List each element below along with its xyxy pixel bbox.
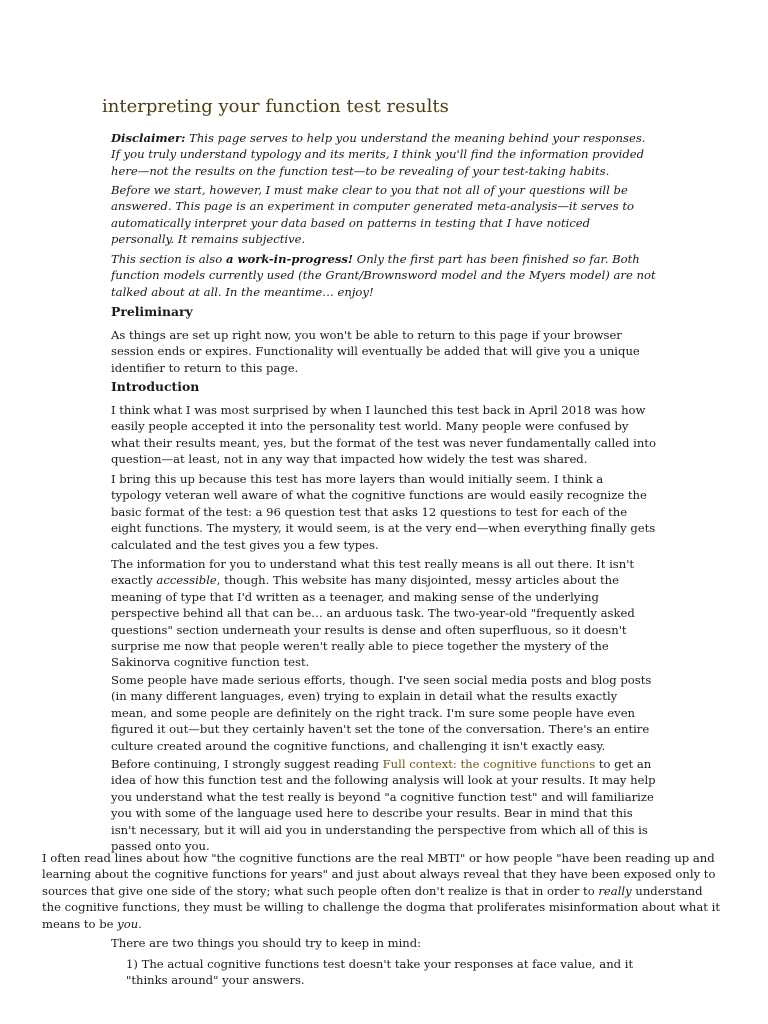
wip-pre: This section is also (111, 252, 226, 266)
before-start-paragraph: Before we start, however, I must make clear to you that not all of your questions will be answered. This page is an experiment in computer generated meta-analysis—it serves to automatically interpret your data based on patterns in testing that I have noticed personally. It remains subjective. (111, 183, 634, 247)
disclaimer-paragraph (111, 130, 656, 179)
intro-p5-post: to get an idea of how this function test and the following analysis will look at your results. It may help you understand what the test really is beyond "a cognitive function test" and will familiarize you with some of the language used here to describe your results. Bear in mind that this isn't necessary, but it will aid you in understanding the perspective from which all of this is passed onto you. (111, 757, 656, 854)
intro-paragraph-3 (111, 556, 656, 671)
point-1: 1) The actual cognitive functions test doesn't take your responses at face value, and it "thinks around" your answers. (126, 957, 634, 988)
wide-em-you: you (117, 916, 139, 931)
two-things-paragraph: There are two things you should try to keep in mind: (111, 936, 422, 950)
disclaimer-label: Disclaimer: (111, 131, 186, 145)
wip-paragraph (111, 251, 656, 300)
preliminary-heading: Preliminary (111, 304, 193, 319)
intro-p3-pre: The information for you to understand what this test really means is all out there. It isn't exactly (111, 557, 635, 588)
page-title: interpreting your function test results (102, 96, 449, 117)
wide-post: . (138, 916, 142, 931)
intro-paragraph-1: I think what I was most surprised by when I launched this test back in April 2018 was how easily people accepted it into the personality test world. Many people were confused by what their results meant, yes, but the format of the test was never fundamentally called into question—at least, not in any way that impacted how widely the test was shared. (111, 403, 656, 467)
intro-paragraph-2: I bring this up because this test has more layers than would initially seem. I think a typology veteran well aware of what the cognitive functions are would easily recognize the basic format of the test: a 96 question test that asks 12 questions to test for each of the eight functions. The mystery, it would seem, is at the very end—when everything finally gets calculated and the test gives you a few types. (111, 472, 656, 552)
wide-paragraph (42, 850, 725, 932)
introduction-heading: Introduction (111, 379, 200, 394)
wide-mid: understand the cognitive functions, they must be willing to challenge the dogma that proliferates misinformation about what it means to be (42, 883, 721, 931)
full-context-link[interactable]: Full context: the cognitive functions (382, 757, 596, 771)
intro-paragraph-4: Some people have made serious efforts, though. I've seen social media posts and blog posts (in many different languages, even) trying to explain in detail what the results exactly mean, and some people are definitely on the right track. I'm sure some people have even figured it out—but they certainly haven't set the tone of the conversation. There's an entire culture created around the cognitive functions, and challenging it isn't exactly easy. (111, 673, 652, 753)
wide-em-really: really (598, 883, 632, 898)
wip-bold: a work-in-progress! (225, 252, 354, 266)
wide-pre: I often read lines about how "the cognitive functions are the real MBTI" or how people "have been reading up and learning about the cognitive functions for years" and just about always reveal that they have been exposed only to sources that give one side of the story; what such people often don't realize is that in order to (42, 851, 716, 898)
preliminary-paragraph: As things are set up right now, you won't be able to return to this page if your browser session ends or expires. Functionality will eventually be added that will give you a unique identifier to return to this page. (111, 328, 640, 375)
intro-p5-pre: Before continuing, I strongly suggest reading (111, 757, 383, 771)
intro-p3-em: accessible (156, 573, 217, 588)
intro-p3-post: , though. This website has many disjointed, messy articles about the meaning of type that I'd written as a teenager, and making sense of the underlying perspective behind all that can be… an arduous task. The two-year-old "frequently asked questions" section underneath your results is dense and often superfluous, so it doesn't surprise me now that people weren't really able to piece together the mystery of the Sakinorva cognitive function test. (111, 573, 635, 670)
wip-post: Only the first part has been finished so far. Both function models currently used (the Grant/Brownsword model and the Myers model) are not talked about at all. In the meantime… enjoy! (111, 252, 656, 299)
disclaimer-text: This page serves to help you understand the meaning behind your responses. If you truly understand typology and its merits, I think you'll find the information provided here—not the results on the function test—to be revealing of your test-taking habits. (111, 131, 646, 178)
intro-paragraph-5 (111, 756, 656, 854)
